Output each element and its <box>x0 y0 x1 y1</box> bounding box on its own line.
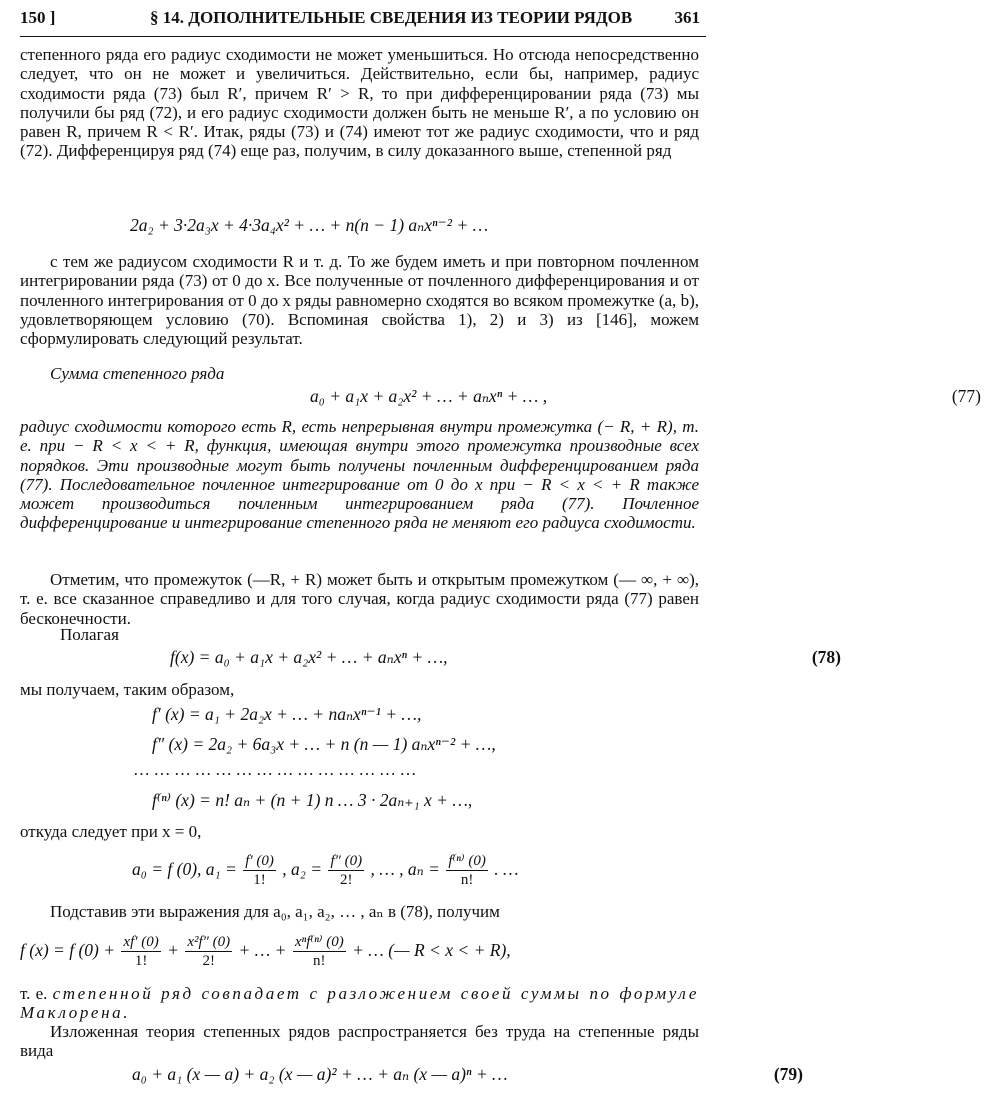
fraction-an <box>446 852 488 889</box>
paragraph-8-lead: т. е. <box>20 984 53 1003</box>
fraction-tn-den: n! <box>313 953 326 970</box>
fraction-t2 <box>185 933 232 970</box>
equation-78 <box>20 647 849 668</box>
fraction-t2-den: 2! <box>202 953 215 970</box>
equation-77 <box>20 386 989 407</box>
equation-second-derivative: f″ (x) = 2a₂ + 6a₃x + … + n (n — 1) aₙxⁿ⁻² + …, <box>152 734 496 754</box>
fraction-tn-num: xⁿf⁽ⁿ⁾ (0) <box>294 934 344 951</box>
header-title: § 14. ДОПОЛНИТЕЛЬНЫЕ СВЕДЕНИЯ ИЗ ТЕОРИИ РЯДОВ <box>150 8 633 27</box>
paragraph-3: Отметим, что промежуток (—R, + R) может быть и открытым промежутком (— ∞, + ∞), т. е. все сказанное справедливо и для того случая, когда радиус сходимости ряда (77) равен бесконечности. <box>20 570 699 628</box>
coef-a0: a₀ = f (0), <box>132 859 202 879</box>
coef-mid: , … , aₙ = <box>370 859 440 879</box>
fraction-a2-num: f″ (0) <box>330 853 363 870</box>
maclaurin-plus-2: + … + <box>238 940 287 960</box>
maclaurin-plus-1: + <box>167 940 179 960</box>
ellipsis-row: …………………………………… <box>133 760 420 779</box>
fraction-a2-den: 2! <box>340 872 353 889</box>
header-rule <box>20 36 706 37</box>
fraction-a2 <box>328 852 364 889</box>
theorem-lead: Сумма степенного ряда <box>50 364 225 383</box>
coef-a1-lhs: a₁ = <box>205 859 237 879</box>
equation-79-number: (79) <box>773 1064 803 1084</box>
fraction-tn <box>293 933 346 970</box>
maclaurin-lhs: f (x) = f (0) + <box>20 940 116 960</box>
fraction-t1-num: xf′ (0) <box>123 934 159 951</box>
equation-second-derivative-series: 2a₂ + 3·2a₃x + 4·3a₄x² + … + n(n − 1) aₙxⁿ⁻² + … <box>130 215 489 235</box>
coef-a2-lhs: , a₂ = <box>282 859 323 879</box>
header-section-ref: 150 ] <box>20 8 56 27</box>
equation-77-number: (77) <box>951 386 981 406</box>
paragraph-6: откуда следует при x = 0, <box>20 822 202 841</box>
equation-77-body: a₀ + a₁x + a₂x² + … + aₙxⁿ + … , <box>310 386 548 406</box>
fraction-t2-num: x²f″ (0) <box>187 934 231 951</box>
fraction-t1 <box>121 933 160 970</box>
equation-nth-derivative: f⁽ⁿ⁾ (x) = n! aₙ + (n + 1) n … 3 · 2aₙ₊₁ x + …, <box>152 790 473 810</box>
fraction-an-den: n! <box>460 872 474 889</box>
fraction-a1-num: f′ (0) <box>245 853 274 870</box>
maclaurin-tail: + … (— R < x < + R), <box>352 940 511 960</box>
theorem-body: радиус сходимости которого есть R, есть непрерывная внутри промежутка (− R, + R), т. е. при − R < x < + R, функция, имеющая внутри этого промежутка производные всех порядков. Эти производные могут быть получены почленным дифференцированием ряда (77). Последовательное почленное интегрирование от 0 до x при − R < x < + R также может производиться почленным интегрированием ряда (77). Почленное дифференцирование и интегрирование степенного ряда не меняют его радиуса сходимости. <box>20 417 699 533</box>
paragraph-9: Изложенная теория степенных рядов распространяется без труда на степенные ряды вида <box>20 1022 699 1061</box>
paragraph-5: мы получаем, таким образом, <box>20 680 235 699</box>
equation-78-body: f(x) = a₀ + a₁x + a₂x² + … + aₙxⁿ + …, <box>170 647 448 667</box>
equation-coefficients <box>20 844 811 894</box>
page-number: 361 <box>674 8 700 27</box>
equation-maclaurin <box>20 924 699 976</box>
running-header <box>20 8 706 36</box>
equation-79-body: a₀ + a₁ (x — a) + a₂ (x — a)² + … + aₙ (x — a)ⁿ + … <box>132 1064 508 1084</box>
paragraph-4: Полагая <box>60 625 119 644</box>
fraction-t1-den: 1! <box>134 953 148 970</box>
equation-79 <box>20 1064 811 1085</box>
paragraph-7: Подставив эти выражения для a₀, a₁, a₂, … , aₙ в (78), получим <box>50 902 500 921</box>
fraction-a1-den: 1! <box>253 872 266 889</box>
coef-tail: . … <box>494 859 519 879</box>
paragraph-1: степенного ряда его радиус сходимости не может уменьшиться. Но отсюда непосредственно следует, что он не может и увеличиться. Действительно, если бы, например, радиус сходимости ряда (73) был R′, причем R′ > R, то при дифференцировании ряда (73) мы получили бы ряд (72), и его радиус сходимости должен быть не меньше R′, а по условию он равен R, причем R < R′. Итак, ряды (73) и (74) имеют тот же радиус сходимости, что и ряд (72). Дифференцируя ряд (74) еще раз, получим, в силу доказанного выше, степенной ряд <box>20 45 699 161</box>
paragraph-8 <box>20 984 699 1023</box>
equation-78-number: (78) <box>811 647 841 667</box>
fraction-a1 <box>243 852 276 889</box>
equation-first-derivative: f′ (x) = a₁ + 2a₂x + … + naₙxⁿ⁻¹ + …, <box>152 704 422 724</box>
paragraph-8-emphasis: степенной ряд совпадает с разложением своей суммы по формуле Маклорена. <box>20 984 699 1023</box>
paragraph-2: с тем же радиусом сходимости R и т. д. То же будем иметь и при повторном почленном интегрировании ряда (73) от 0 до x. Все полученные от почленного дифференцирования и от почленного интегрирования от 0 до x ряды равномерно сходятся во всяком промежутке (a, b), удовлетворяющем условию (70). Вспоминая свойства 1), 2) и 3) из [146], можем сформулировать следующий результат. <box>20 252 699 349</box>
fraction-an-num: f⁽ⁿ⁾ (0) <box>448 853 486 870</box>
